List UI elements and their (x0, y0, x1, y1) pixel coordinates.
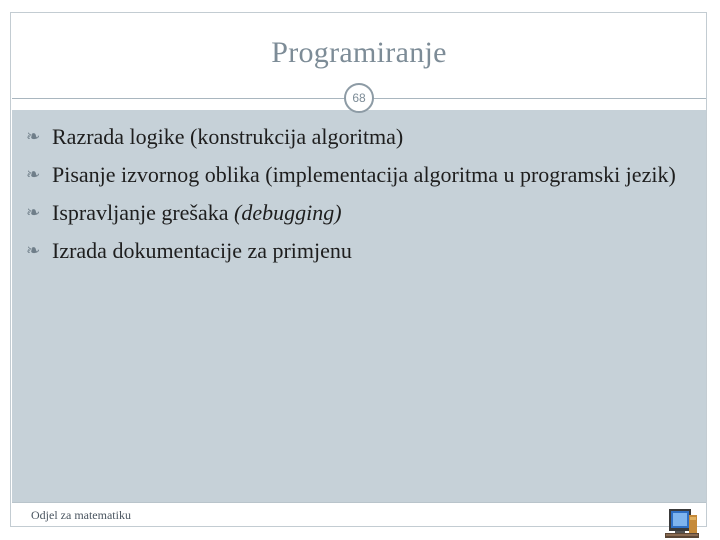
slide-title: Programiranje (271, 36, 447, 69)
bullet-text: Ispravljanje grešaka (52, 200, 235, 225)
footer-label: Odjel za matematiku (31, 508, 131, 522)
footer-divider (12, 502, 706, 503)
bullet-item (26, 198, 692, 228)
curl-bullet-icon: ❧ (26, 127, 41, 146)
bullet-text: Pisanje izvornog oblika (implementacija algoritma u programski jezik) (52, 162, 676, 187)
computer-icon (664, 505, 700, 539)
bullet-emphasis: (debugging) (234, 200, 342, 225)
curl-bullet-icon: ❧ (26, 203, 41, 222)
bullet-item (26, 236, 692, 266)
bullet-text: Izrada dokumentacije za primjenu (52, 238, 352, 263)
bullet-item (26, 160, 692, 190)
bullet-text: Razrada logike (konstrukcija algoritma) (52, 124, 404, 149)
curl-bullet-icon: ❧ (26, 165, 41, 184)
bullet-item (26, 122, 692, 152)
page-number-badge: 68 (344, 83, 374, 113)
curl-bullet-icon: ❧ (26, 241, 41, 260)
bullet-list (26, 122, 692, 274)
